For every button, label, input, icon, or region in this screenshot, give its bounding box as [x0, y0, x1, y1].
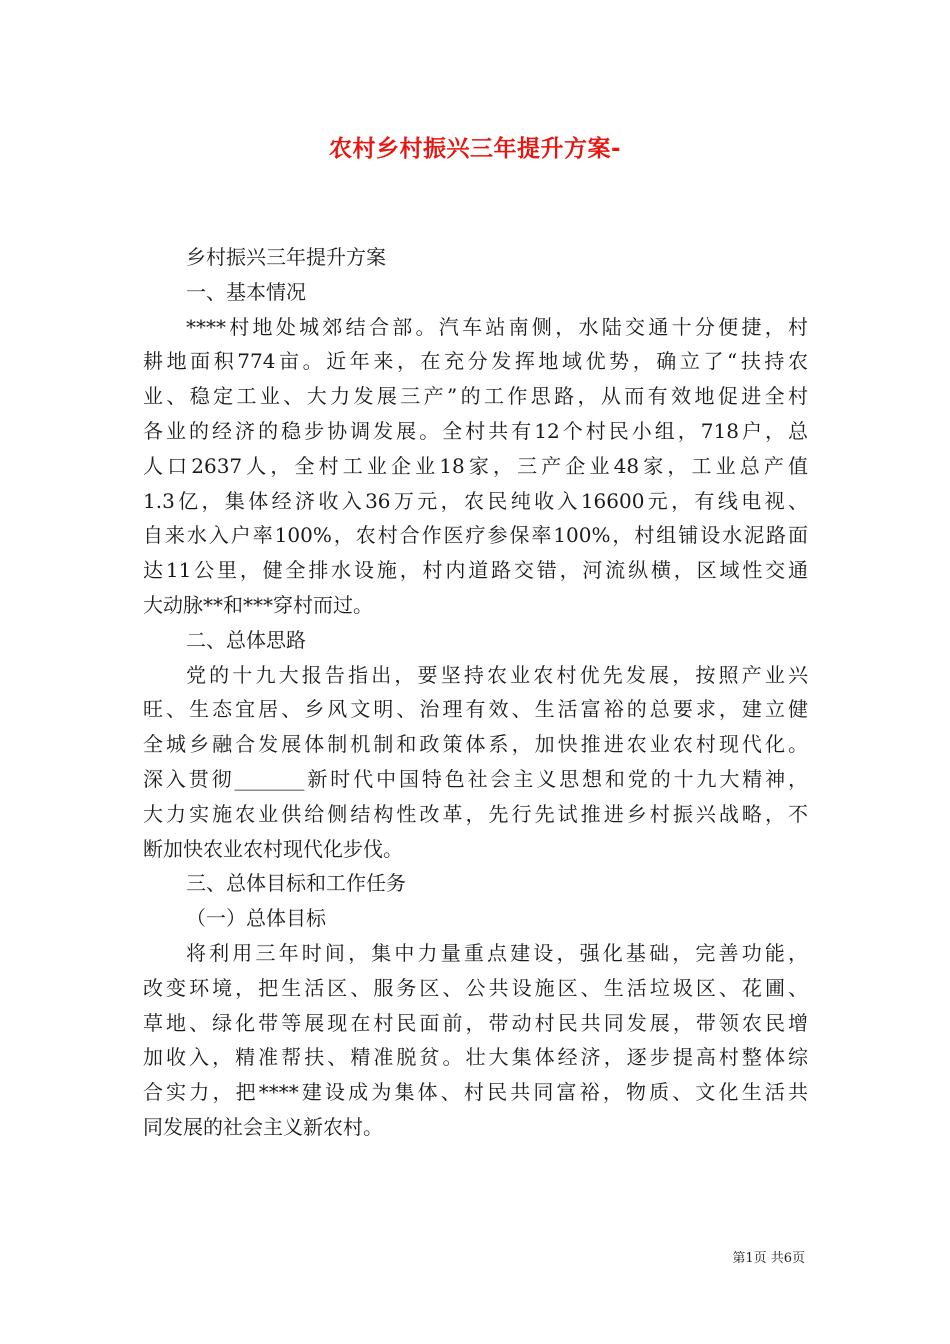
paragraph-line: 断加快农业农村现代化步伐。 — [143, 836, 403, 861]
page-number: 第1页 共6页 — [732, 1251, 805, 1266]
paragraph-line: ****村地处城郊结合部。汽车站南侧，水陆交通十分便捷，村 — [186, 314, 808, 339]
paragraph-line: 耕地面积774亩。近年来，在充分发挥地域优势，确立了“扶持农 — [143, 349, 808, 374]
section-heading-1: 一、基本情况 — [186, 279, 306, 304]
paragraph-line: 大力实施农业供给侧结构性改革，先行先试推进乡村振兴战略，不 — [143, 801, 808, 826]
paragraph-line: 旺、生态宜居、乡风文明、治理有效、生活富裕的总要求，建立健 — [143, 697, 808, 722]
paragraph-line: 大动脉**和***穿村而过。 — [143, 592, 373, 617]
paragraph-line: 同发展的社会主义新农村。 — [143, 1114, 383, 1139]
paragraph-line: 党的十九大报告指出，要坚持农业农村优先发展，按照产业兴 — [186, 662, 808, 687]
paragraph-line: 加收入，精准帮扶、精准脱贫。壮大集体经济，逐步提高村整体综 — [143, 1045, 808, 1070]
doc-subtitle: 乡村振兴三年提升方案 — [186, 245, 386, 269]
paragraph-line: 全城乡融合发展体制机制和政策体系，加快推进农业农村现代化。 — [143, 732, 808, 757]
paragraph-line: 各业的经济的稳步协调发展。全村共有12个村民小组，718户，总 — [143, 418, 808, 443]
paragraph-line: 业、稳定工业、大力发展三产”的工作思路，从而有效地促进全村 — [143, 384, 808, 409]
paragraph-line: 达11公里，健全排水设施，村内道路交错，河流纵横，区域性交通 — [143, 558, 808, 583]
document-body — [143, 240, 808, 1145]
paragraph-line: 草地、绿化带等展现在村民面前，带动村民共同发展，带领农民增 — [143, 1010, 808, 1035]
paragraph-line: 将利用三年时间，集中力量重点建设，强化基础，完善功能， — [186, 940, 808, 965]
paragraph-line: 合实力，把****建设成为集体、村民共同富裕，物质、文化生活共 — [143, 1080, 808, 1105]
paragraph-line: 深入贯彻_______新时代中国特色社会主义思想和党的十九大精神， — [143, 766, 808, 791]
paragraph-line: 改变环境，把生活区、服务区、公共设施区、生活垃圾区、花圃、 — [143, 975, 808, 1000]
paragraph-line: 人口2637人，全村工业企业18家，三产企业48家，工业总产值 — [143, 453, 808, 478]
section-heading-3: 三、总体目标和工作任务 — [186, 871, 406, 896]
subsection-heading: （一）总体目标 — [186, 906, 326, 931]
section-heading-2: 二、总体思路 — [186, 627, 306, 652]
document-title: 农村乡村振兴三年提升方案- — [328, 136, 622, 162]
paragraph-line: 1.3亿，集体经济收入36万元，农民纯收入16600元，有线电视、 — [143, 488, 808, 513]
paragraph-line: 自来水入户率100%，农村合作医疗参保率100%，村组铺设水泥路面 — [143, 523, 808, 548]
